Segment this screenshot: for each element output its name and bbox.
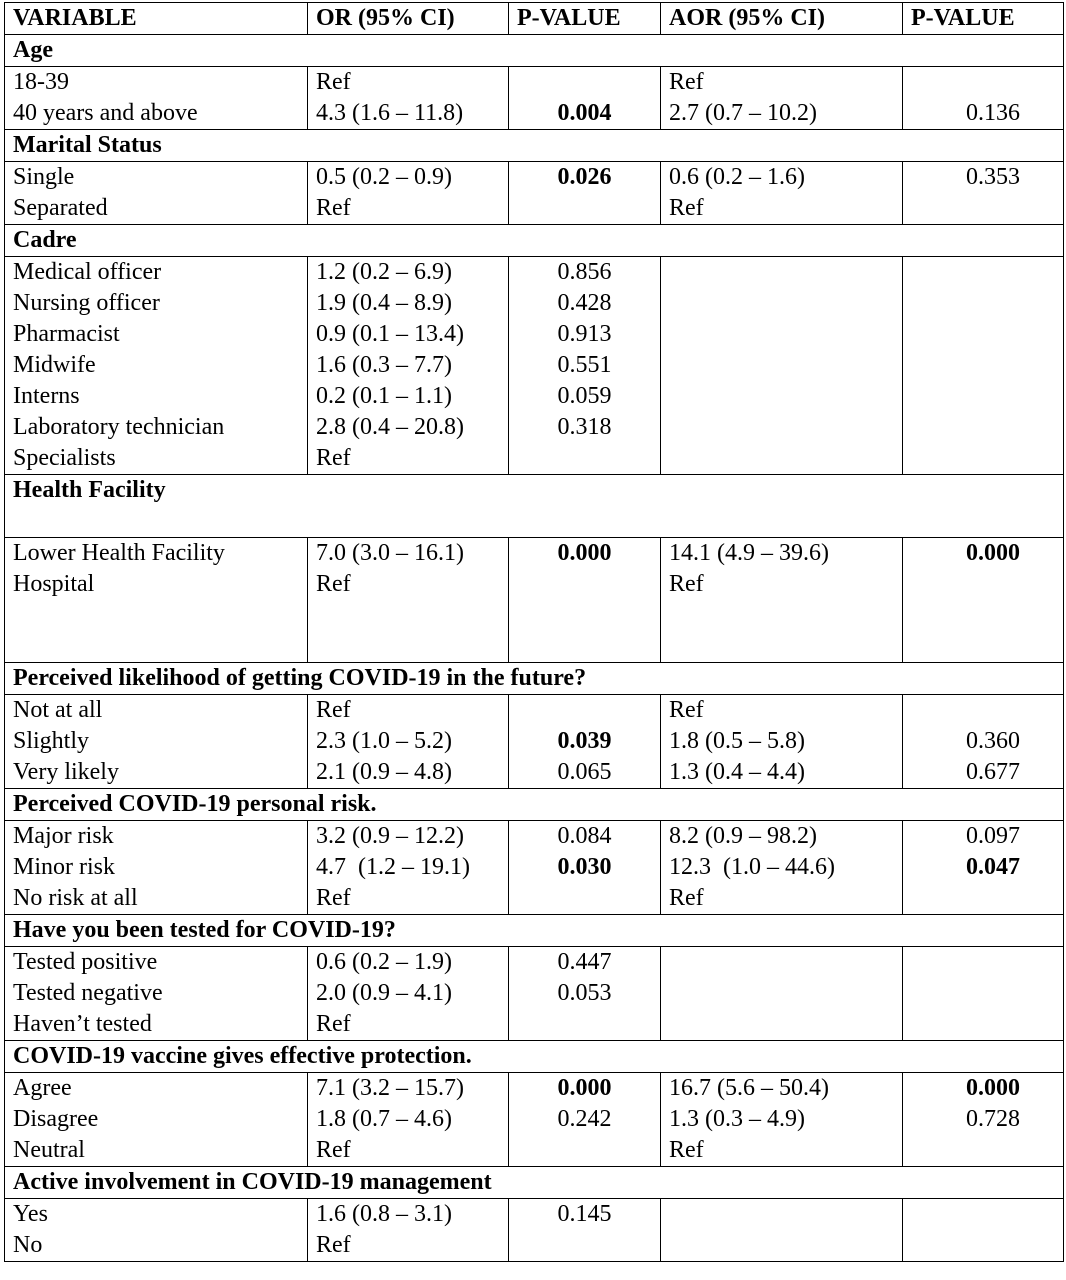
cell-value: 0.145 [557,1201,612,1227]
spacer [669,600,894,631]
or-cell [308,1073,509,1167]
cell-value [517,1135,652,1166]
cell-value: Ref [316,1232,351,1258]
row-label: Tested negative [13,980,163,1006]
aor-cell [661,821,903,915]
cell-value: 0.6 (0.2 – 1.9) [316,949,452,975]
cell-value: 1.3 (0.4 – 4.4) [669,759,805,785]
cell-value [517,1009,652,1040]
cell-value: 0.026 [557,164,612,190]
section-title [5,663,1064,695]
or-cell [308,257,509,475]
cell-value [931,1199,1055,1230]
spacer [669,631,894,662]
row-label: Agree [13,1075,72,1101]
spacer [517,631,652,662]
cell-value [517,193,652,224]
variable-cell [5,947,308,1041]
section-title [5,1041,1064,1073]
cell-value: 0.360 [966,728,1020,754]
table-row [5,1073,1064,1167]
table-row [5,162,1064,225]
row-label: No [13,1232,43,1258]
cell-value [517,695,652,726]
row-label: Hospital [13,571,95,597]
cell-value: 1.9 (0.4 – 8.9) [316,290,452,316]
cell-value: Ref [316,69,351,95]
cell-value [931,947,1055,978]
section-header-row [5,1041,1064,1073]
variable-cell [5,1073,308,1167]
cell-value [669,350,894,381]
cell-value: 2.1 (0.9 – 4.8) [316,759,452,785]
p-value-cell [509,538,661,663]
adjusted-p-value-cell [903,538,1064,663]
cell-value [669,443,894,474]
cell-value: 7.1 (3.2 – 15.7) [316,1075,464,1101]
cell-value [931,1230,1055,1261]
cell-value: 0.318 [557,414,612,440]
row-label: Slightly [13,728,90,754]
row-label: Tested positive [13,949,158,975]
cell-value: 0.047 [966,854,1020,880]
variable-cell [5,695,308,789]
aor-cell [661,695,903,789]
cell-value [517,1230,652,1261]
cell-value: Ref [316,885,351,911]
cell-value [931,412,1055,443]
variable-cell [5,162,308,225]
cell-value: 12.3 (1.0 – 44.6) [669,854,835,880]
cell-value: 0.097 [966,823,1020,849]
row-label: Midwife [13,352,96,378]
section-header-row [5,225,1064,257]
spacer [931,631,1055,662]
row-label: Major risk [13,823,114,849]
variable-cell [5,1199,308,1262]
cell-value [931,1135,1055,1166]
cell-value: Ref [669,885,704,911]
cell-value: 0.9 (0.1 – 13.4) [316,321,464,347]
cell-value: 0.136 [966,100,1020,126]
cell-value: Ref [316,445,351,471]
header-variable: VARIABLE [5,3,308,35]
section-header-row [5,130,1064,162]
cell-value [517,883,652,914]
cell-value: 1.8 (0.7 – 4.6) [316,1106,452,1132]
row-label: Medical officer [13,259,162,285]
row-label: Very likely [13,759,119,785]
cell-value: 0.447 [557,949,612,975]
aor-cell [661,1199,903,1262]
cell-value: Ref [669,571,704,597]
cell-value [931,193,1055,224]
cell-value [669,1009,894,1040]
section-title [5,130,1064,162]
cell-value: 0.039 [557,728,612,754]
section-title-text: Perceived likelihood of getting COVID-19 in the future? [13,665,587,691]
row-label: Haven’t tested [13,1011,152,1037]
cell-value: 0.084 [557,823,612,849]
table-row [5,821,1064,915]
table-row [5,947,1064,1041]
p-value-cell [509,257,661,475]
cell-value [517,569,652,600]
cell-value: 0.856 [557,259,612,285]
row-label: Not at all [13,697,103,723]
cell-value: 0.551 [557,352,612,378]
row-label: Yes [13,1201,48,1227]
cell-value [931,319,1055,350]
adjusted-p-value-cell [903,257,1064,475]
cell-value: 4.3 (1.6 – 11.8) [316,100,464,126]
section-title-text: Marital Status [13,132,162,158]
cell-value: Ref [316,1137,351,1163]
adjusted-p-value-cell [903,947,1064,1041]
row-label: Separated [13,195,108,221]
cell-value: 2.8 (0.4 – 20.8) [316,414,464,440]
aor-cell [661,162,903,225]
spacer [517,600,652,631]
section-title [5,1167,1064,1199]
section-title-text: Have you been tested for COVID-19? [13,917,396,943]
cell-value [931,443,1055,474]
spacer [13,506,1055,537]
or-cell [308,947,509,1041]
variable-cell [5,257,308,475]
section-header-row [5,475,1064,538]
cell-value [931,1009,1055,1040]
or-cell [308,821,509,915]
cell-value: Ref [316,1011,351,1037]
p-value-cell [509,1073,661,1167]
section-title-text: Perceived COVID-19 personal risk. [13,791,377,817]
cell-value [931,883,1055,914]
cell-value: Ref [316,571,351,597]
header-p-value: P-VALUE [509,3,661,35]
adjusted-p-value-cell [903,1199,1064,1262]
variable-cell [5,67,308,130]
row-label: 18-39 [13,69,69,95]
section-title [5,225,1064,257]
header-aor: AOR (95% CI) [661,3,903,35]
row-label: Disagree [13,1106,99,1132]
header-adjusted-p-value: P-VALUE [903,3,1064,35]
cell-value: 0.353 [966,164,1020,190]
cell-value: 0.030 [557,854,612,880]
cell-value: 1.6 (0.8 – 3.1) [316,1201,452,1227]
adjusted-p-value-cell [903,1073,1064,1167]
cell-value [669,257,894,288]
cell-value: 16.7 (5.6 – 50.4) [669,1075,829,1101]
cell-value: 0.5 (0.2 – 0.9) [316,164,452,190]
row-label: Lower Health Facility [13,540,225,566]
cell-value [931,288,1055,319]
cell-value: 0.000 [557,1075,612,1101]
row-label: Laboratory technician [13,414,225,440]
cell-value [931,67,1055,98]
row-label: Minor risk [13,854,115,880]
cell-value [517,443,652,474]
cell-value: 0.913 [557,321,612,347]
cell-value [931,381,1055,412]
section-header-row [5,663,1064,695]
cell-value: Ref [669,697,704,723]
section-title-text: Active involvement in COVID-19 management [13,1169,492,1195]
cell-value [931,257,1055,288]
cell-value: 0.6 (0.2 – 1.6) [669,164,805,190]
row-label: Neutral [13,1137,85,1163]
cell-value: 0.000 [966,540,1020,566]
or-cell [308,1199,509,1262]
spacer [316,631,500,662]
row-label: Pharmacist [13,321,120,347]
cell-value: Ref [669,195,704,221]
row-label: 40 years and above [13,100,198,126]
section-header-row [5,789,1064,821]
aor-cell [661,1073,903,1167]
cell-value [669,978,894,1009]
cell-value: Ref [316,697,351,723]
section-title-text: COVID-19 vaccine gives effective protection. [13,1043,472,1069]
spacer [316,600,500,631]
or-cell [308,67,509,130]
header-or: OR (95% CI) [308,3,509,35]
or-cell [308,538,509,663]
cell-value [669,412,894,443]
cell-value [669,1199,894,1230]
table-body [5,35,1064,1262]
table-row [5,257,1064,475]
cell-value: Ref [669,69,704,95]
header-row [5,3,1064,35]
cell-value [931,695,1055,726]
cell-value: 14.1 (4.9 – 39.6) [669,540,829,566]
cell-value [669,1230,894,1261]
p-value-cell [509,67,661,130]
adjusted-p-value-cell [903,67,1064,130]
section-header-row [5,1167,1064,1199]
cell-value [669,947,894,978]
cell-value [669,288,894,319]
cell-value: 0.677 [966,759,1020,785]
cell-value: 0.059 [557,383,612,409]
table-row [5,695,1064,789]
adjusted-p-value-cell [903,695,1064,789]
cell-value [931,350,1055,381]
cell-value [931,569,1055,600]
cell-value: 0.004 [557,100,612,126]
cell-value [669,319,894,350]
cell-value: 1.6 (0.3 – 7.7) [316,352,452,378]
row-label: Specialists [13,445,116,471]
cell-value: 2.3 (1.0 – 5.2) [316,728,452,754]
cell-value: 0.000 [557,540,612,566]
p-value-cell [509,162,661,225]
cell-value: 0.053 [557,980,612,1006]
cell-value [669,381,894,412]
row-label: Nursing officer [13,290,160,316]
table-row [5,1199,1064,1262]
cell-value: 2.0 (0.9 – 4.1) [316,980,452,1006]
spacer [13,631,299,662]
p-value-cell [509,821,661,915]
cell-value: 3.2 (0.9 – 12.2) [316,823,464,849]
section-title [5,475,1064,538]
cell-value: 1.2 (0.2 – 6.9) [316,259,452,285]
cell-value: 7.0 (3.0 – 16.1) [316,540,464,566]
cell-value: 0.242 [557,1106,612,1132]
row-label: No risk at all [13,885,138,911]
spacer [931,600,1055,631]
variable-cell [5,538,308,663]
p-value-cell [509,947,661,1041]
cell-value [517,67,652,98]
section-title-text: Health Facility [13,477,166,503]
p-value-cell [509,695,661,789]
cell-value: 0.728 [966,1106,1020,1132]
aor-cell [661,67,903,130]
cell-value: Ref [669,1137,704,1163]
or-cell [308,162,509,225]
cell-value: 2.7 (0.7 – 10.2) [669,100,817,126]
cell-value: 0.065 [557,759,612,785]
or-cell [308,695,509,789]
section-title-text: Cadre [13,227,77,253]
section-header-row [5,35,1064,67]
aor-cell [661,947,903,1041]
section-title [5,35,1064,67]
row-label: Single [13,164,75,190]
spacer [13,600,299,631]
section-title [5,915,1064,947]
p-value-cell [509,1199,661,1262]
variable-cell [5,821,308,915]
row-label: Interns [13,383,80,409]
section-header-row [5,915,1064,947]
cell-value [931,978,1055,1009]
cell-value: 0.000 [966,1075,1020,1101]
cell-value: 4.7 (1.2 – 19.1) [316,854,470,880]
results-table [4,2,1064,1262]
aor-cell [661,538,903,663]
cell-value: 0.2 (0.1 – 1.1) [316,383,452,409]
section-title-text: Age [13,37,53,63]
table-row [5,538,1064,663]
aor-cell [661,257,903,475]
table-row [5,67,1064,130]
cell-value: 1.8 (0.5 – 5.8) [669,728,805,754]
cell-value: 8.2 (0.9 – 98.2) [669,823,817,849]
section-title [5,789,1064,821]
cell-value: 1.3 (0.3 – 4.9) [669,1106,805,1132]
cell-value: Ref [316,195,351,221]
adjusted-p-value-cell [903,821,1064,915]
cell-value: 0.428 [557,290,612,316]
adjusted-p-value-cell [903,162,1064,225]
